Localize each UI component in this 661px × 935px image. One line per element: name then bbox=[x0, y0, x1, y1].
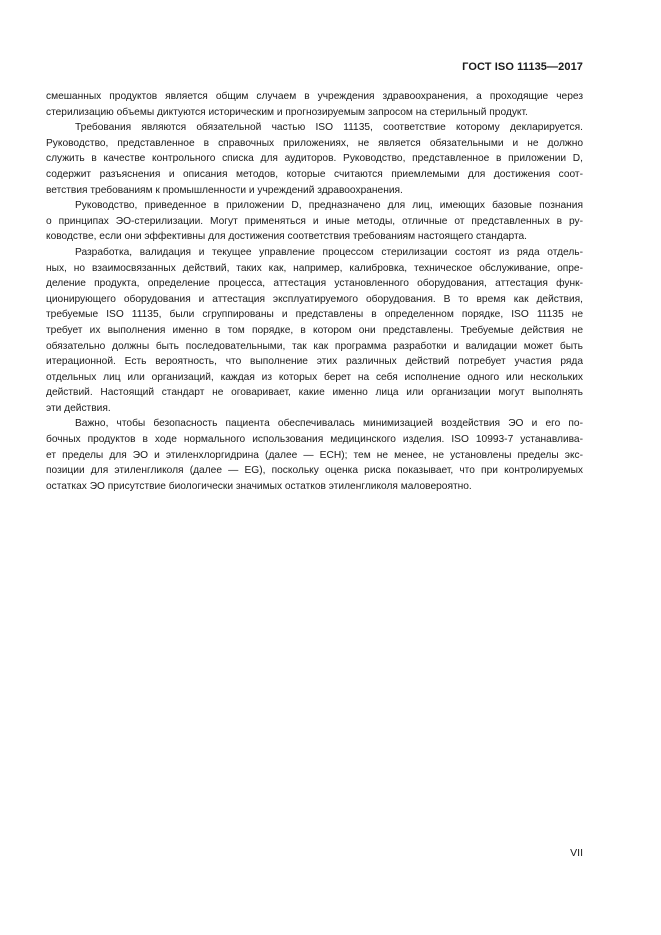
document-header: ГОСТ ISO 11135—2017 bbox=[462, 61, 583, 73]
text-line: обязательно должны быть последовательными, так как программа разработки и валидации может быть bbox=[46, 340, 583, 352]
paragraph bbox=[46, 416, 583, 494]
text-line: требует их выполнения именно в том порядке, в котором они представлены. Требуемые действия не bbox=[46, 324, 583, 336]
text-line: содержит разъяснения и описания методов, которые считаются приемлемыми для достижения соот- bbox=[46, 168, 583, 180]
text-line: ветствия требованиям к промышленности и учреждений здравоохранения. bbox=[46, 184, 403, 196]
text-line: служить в качестве контрольного списка для аудиторов. Руководство, представленное в приложении D, bbox=[46, 153, 583, 165]
paragraph bbox=[46, 120, 583, 198]
paragraph bbox=[46, 89, 583, 120]
text-line: действий. Настоящий стандарт не оговаривает, какие именно лица или организации могут выполнять bbox=[46, 387, 583, 399]
text-line: итерационной. Есть вероятность, что выполнение этих различных действий потребует участия ряда bbox=[46, 356, 583, 368]
text-line: позиции для этиленгликоля (далее — EG), поскольку оценка риска показывает, что при контролируемых bbox=[46, 465, 583, 477]
text-line: отдельных лиц или организаций, каждая из которых берет на себя исполнение одного или нескольких bbox=[46, 371, 583, 383]
text-line: стерилизацию объемы диктуются историческим и прогнозируемым запросом на стерильный продукт. bbox=[46, 106, 528, 118]
text-line: Важно, чтобы безопасность пациента обеспечивалась минимизацией воздействия ЭО и его по- bbox=[75, 418, 583, 430]
text-line: эти действия. bbox=[46, 402, 111, 414]
text-line: деление продукта, определение процесса, аттестация установленного оборудования, аттестация функ- bbox=[46, 278, 583, 290]
text-line: остатках ЭО присутствие биологически значимых остатков этиленгликоля маловероятно. bbox=[46, 480, 472, 492]
document-body bbox=[46, 89, 583, 494]
page-number: VII bbox=[570, 847, 583, 859]
text-line: Требования являются обязательной частью ISO 11135, соответствие которому декларируется. bbox=[75, 122, 583, 134]
text-line: Руководство, приведенное в приложении D, предназначено для лиц, имеющих базовые познания bbox=[75, 200, 583, 212]
paragraph bbox=[46, 245, 583, 417]
text-line: ет пределы для ЭО и этиленхлоргидрина (далее — ECH); тем не менее, не установлены пределы экс- bbox=[46, 449, 583, 461]
text-line: смешанных продуктов является общим случаем в учреждения здравоохранения, а проходящие через bbox=[46, 91, 583, 102]
text-line: бочных продуктов в ходе нормального использования медицинского изделия. ISO 10993-7 устанавлива- bbox=[46, 434, 583, 446]
text-line: ных, но взаимосвязанных действий, таких как, например, калибровка, техническое обслуживание, опре- bbox=[46, 262, 583, 274]
text-line: ционирующего оборудования и аттестация эксплуатируемого оборудования. В то время как действия, bbox=[46, 293, 583, 305]
text-line: о принципах ЭО-стерилизации. Могут применяться и иные методы, отличные от представленных в ру- bbox=[46, 215, 583, 227]
text-line: требуемые ISO 11135, были сгруппированы и представлены в определенном порядке, ISO 11135 не bbox=[46, 309, 583, 321]
paragraph bbox=[46, 198, 583, 245]
text-line: Руководство, представленное в справочных приложениях, не является обязательными и не должно bbox=[46, 137, 583, 149]
text-line: ководстве, если они эффективны для достижения соответствия требованиям настоящего стандарта. bbox=[46, 231, 527, 243]
text-line: Разработка, валидация и текущее управление процессом стерилизации состоят из ряда отдель- bbox=[75, 246, 583, 258]
